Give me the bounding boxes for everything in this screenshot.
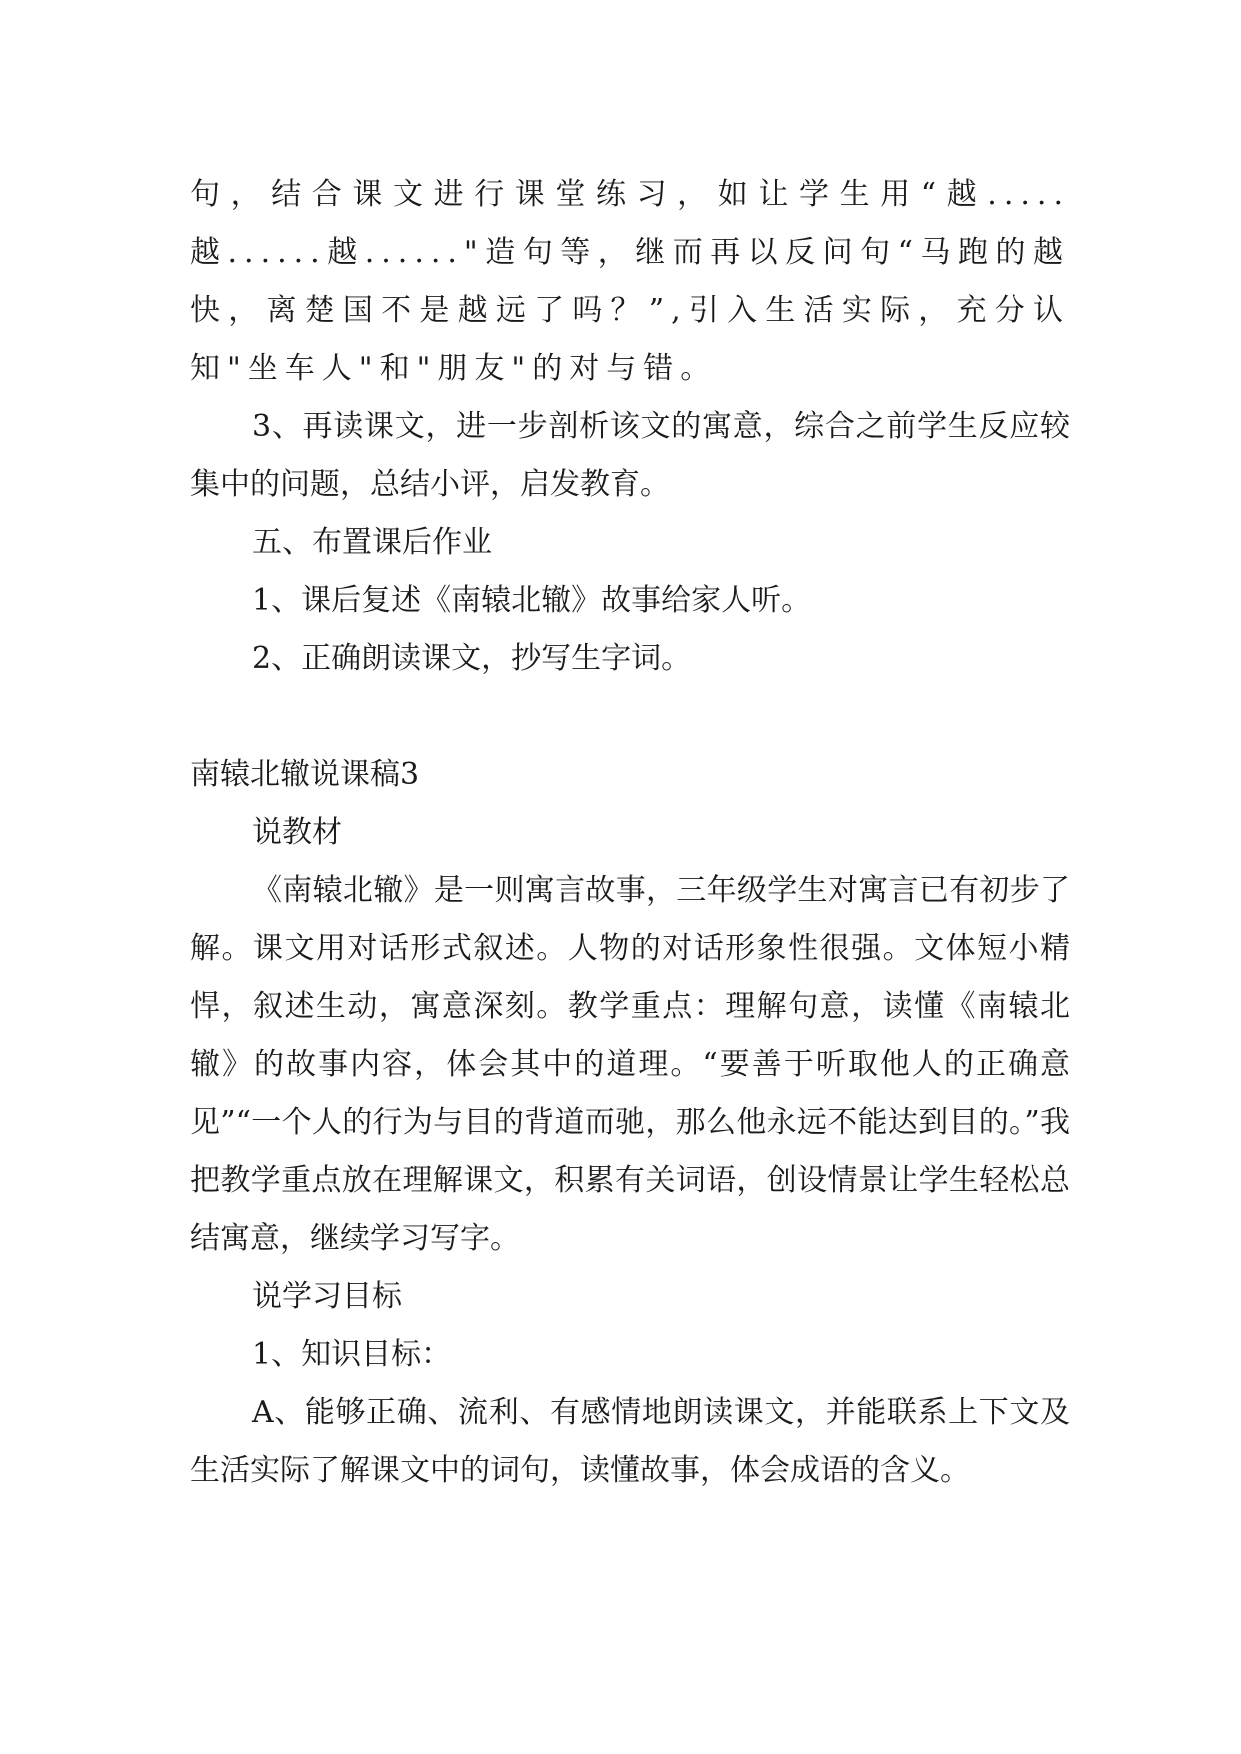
list-item-retell: 1、课后复述《南辕北辙》故事给家人听。	[252, 583, 812, 618]
paragraph-practice: 句，结合课文进行课堂练习，如让学生用“越.....越......越......"造句等，继而再以反问句“马跑的越快，离楚国不是越远了吗？”,引入生活实际，充分认知"坐车人"和"朋友"的对与错。	[190, 177, 1070, 386]
paragraph-reread: 3、再读课文，进一步剖析该文的寓意，综合之前学生反应较集中的问题，总结小评，启发教育。	[190, 409, 1070, 502]
document-body	[190, 166, 1070, 1500]
heading-textbook: 说教材	[252, 815, 342, 850]
heading-learning-goals: 说学习目标	[252, 1279, 402, 1314]
heading-homework: 五、布置课后作业	[252, 525, 492, 560]
paragraph-textbook-description: 《南辕北辙》是一则寓言故事，三年级学生对寓言已有初步了解。课文用对话形式叙述。人物的对话形象性很强。文体短小精悍，叙述生动，寓意深刻。教学重点：理解句意，读懂《南辕北辙》的故事内容，体会其中的道理。“要善于听取他人的正确意见”“一个人的行为与目的背道而驰，那么他永远不能达到目的。”我把教学重点放在理解课文，积累有关词语，创设情景让学生轻松总结寓意，继续学习写字。	[190, 873, 1070, 1256]
section-gap	[190, 688, 1070, 746]
list-item-copy-words: 2、正确朗读课文，抄写生字词。	[252, 641, 692, 676]
paragraph-goal-a: A、能够正确、流利、有感情地朗读课文，并能联系上下文及生活实际了解课文中的词句，读懂故事，体会成语的含义。	[190, 1395, 1070, 1488]
section-title: 南辕北辙说课稿3	[190, 757, 420, 792]
heading-knowledge-goals: 1、知识目标：	[252, 1337, 452, 1372]
